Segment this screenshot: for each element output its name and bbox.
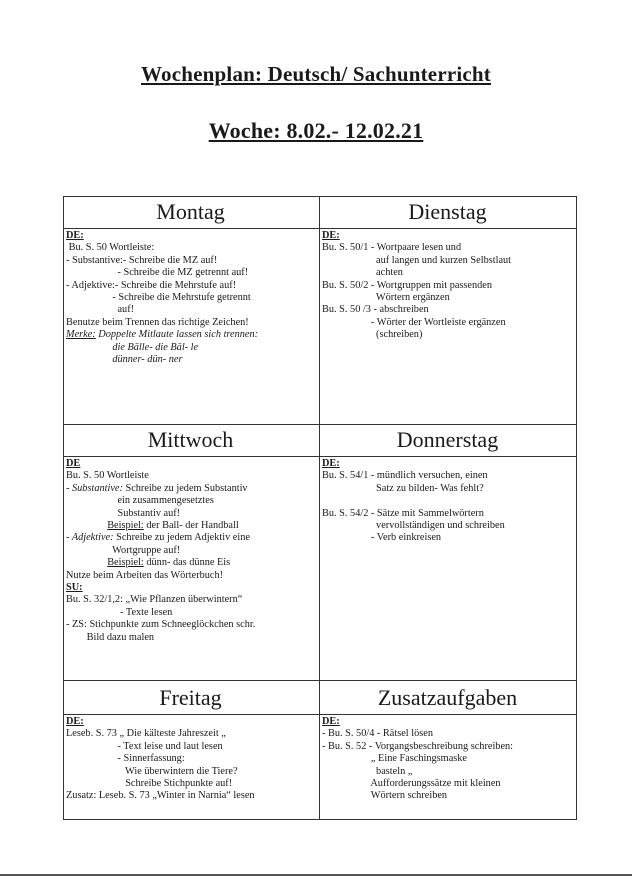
example-text: dünn- das dünne Eis (143, 557, 231, 569)
weekly-plan-table (63, 196, 577, 820)
freitag-cell (66, 716, 314, 803)
day-heading-mittwoch: Mittwoch (147, 427, 234, 452)
task-line: - Sinnerfassung: (66, 753, 185, 765)
subject-label-de: DE: (322, 458, 340, 469)
task-line: - Wörter der Wortleiste ergänzen (322, 316, 506, 328)
table-border-left (63, 196, 64, 820)
task-line: Bu. S. 54/1 - mündlich versuchen, einen (322, 470, 488, 482)
task-line: - Adjektive:- Schreibe die Mehrstufe auf! (66, 279, 237, 291)
task-line: - Schreibe die MZ getrennt auf! (66, 267, 249, 279)
task-line: - Texte lesen (66, 606, 173, 618)
scan-edge-line (0, 874, 632, 876)
task-line: Bu. S. 54/2 - Sätze mit Sammelwörtern (322, 507, 484, 519)
day-heading-freitag: Freitag (159, 685, 222, 710)
task-line: ein zusammengesetztes (66, 495, 214, 507)
row-divider (63, 228, 577, 229)
task-line: auf! (66, 304, 135, 316)
subject-label-de: DE: (322, 230, 340, 241)
task-line: Leseb. S. 73 „ Die kälteste Jahreszeit „ (66, 728, 226, 740)
task-line: Wörtern schreiben (322, 790, 448, 802)
task-line: basteln „ (322, 765, 413, 777)
task-line: Bu. S. 50 /3 - abschreiben (322, 304, 429, 316)
day-heading-dienstag: Dienstag (408, 199, 487, 224)
task-line: vervollständigen und schreiben (322, 520, 505, 532)
beispiel-label: Beispiel: (107, 557, 144, 569)
task-line: Schreibe zu jedem Substantiv (122, 482, 248, 494)
task-line: Satz zu bilden- Was fehlt? (322, 482, 484, 494)
task-line: - Verb einkreisen (322, 532, 442, 544)
task-line: Wörtern ergänzen (322, 292, 450, 304)
donnerstag-cell (322, 458, 570, 545)
subject-label-su: SU: (66, 582, 83, 594)
row-divider (63, 680, 577, 681)
task-line: Wortgruppe auf! (66, 544, 181, 556)
row-divider (63, 456, 577, 457)
example-text: der Ball- der Handball (143, 520, 239, 532)
heading-zusatzaufgaben: Zusatzaufgaben (377, 685, 518, 710)
column-divider (319, 196, 320, 820)
task-line: (schreiben) (322, 329, 423, 341)
task-line: Bu. S. 50/2 - Wortgruppen mit passenden (322, 279, 493, 291)
subject-label-de: DE (66, 458, 81, 469)
task-line: - Bu. S. 52 - Vorgangsbeschreibung schreiben: (322, 740, 514, 752)
task-line: Schreibe Stichpunkte auf! (66, 778, 233, 790)
task-line: achten (322, 267, 403, 279)
table-border-right (576, 196, 577, 820)
task-line: Substantiv auf! (66, 507, 181, 519)
task-line: - Bu. S. 50/4 - Rätsel lösen (322, 728, 433, 740)
day-heading-montag: Montag (156, 199, 225, 224)
task-line: „ Eine Faschingsmaske (322, 753, 467, 765)
task-line: Schreibe zu jedem Adjektiv eine (113, 532, 250, 544)
task-line: - Substantive:- Schreibe die MZ auf! (66, 254, 218, 266)
task-line: Bu. S. 50/1 - Wortpaare lesen und (322, 242, 462, 254)
row-divider (63, 424, 577, 425)
task-line: Wie überwintern die Tiere? (66, 765, 238, 777)
task-line: - ZS: Stichpunkte zum Schneeglöckchen schr. (66, 619, 256, 631)
task-line: Aufforderungssätze mit kleinen (322, 778, 501, 790)
page-title: Wochenplan: Deutsch/ Sachunterricht (140, 62, 491, 86)
merke-label: Merke: (66, 329, 96, 341)
task-line: Zusatz: Leseb. S. 73 „Winter in Narnia“ lesen (66, 790, 255, 802)
mittwoch-cell (66, 458, 314, 644)
subject-label-de: DE: (66, 230, 84, 241)
adjektive-label: - Adjektive: (66, 532, 114, 544)
example-line: dünner- dün- ner (66, 354, 183, 366)
task-line: Bild dazu malen (66, 631, 155, 643)
task-line: Benutze beim Trennen das richtige Zeichen! (66, 316, 249, 328)
task-line: - Text leise und laut lesen (66, 740, 223, 752)
zusatzaufgaben-cell (322, 716, 570, 803)
row-divider (63, 714, 577, 715)
table-border-top (63, 196, 577, 197)
task-line: auf langen und kurzen Selbstlaut (322, 254, 512, 266)
table-border-bottom (63, 819, 577, 820)
task-line: Bu. S. 50 Wortleiste (66, 470, 149, 482)
montag-cell (66, 230, 314, 366)
task-line: Bu. S. 50 Wortleiste: (66, 242, 155, 254)
merke-text: Doppelte Mitlaute lassen sich trennen: (95, 329, 259, 341)
substantive-label: - Substantive: (66, 482, 123, 494)
week-range: Woche: 8.02.- 12.02.21 (208, 118, 424, 143)
subject-label-de: DE: (322, 716, 340, 727)
subject-label-de: DE: (66, 716, 84, 727)
note-line: Nutze beim Arbeiten das Wörterbuch! (66, 569, 224, 581)
task-line: - Schreibe die Mehrstufe getrennt (66, 292, 251, 304)
beispiel-label: Beispiel: (107, 520, 144, 532)
day-heading-donnerstag: Donnerstag (396, 427, 499, 452)
dienstag-cell (322, 230, 570, 342)
example-line: die Bälle- die Bäl- le (66, 341, 199, 353)
task-line: Bu. S. 32/1,2: „Wie Pflanzen überwintern“ (66, 594, 243, 606)
